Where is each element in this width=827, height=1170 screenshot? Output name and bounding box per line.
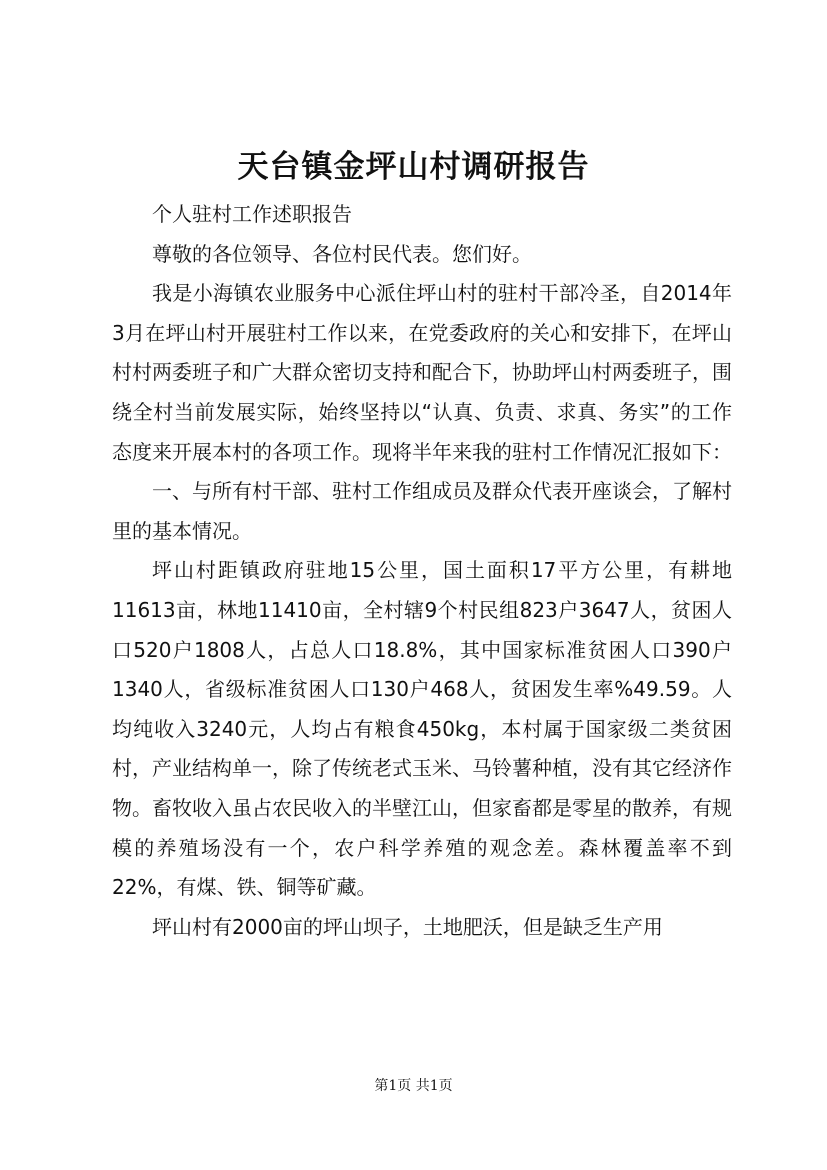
paragraph-land-description: 坪山村有2000亩的坪山坝子，土地肥沃，但是缺乏生产用	[152, 914, 663, 939]
paragraph-greeting: 尊敬的各位领导、各位村民代表。您们好。	[152, 241, 532, 266]
paragraph-introduction: 我是小海镇农业服务中心派住坪山村的驻村干部冷圣，自2014年3月在坪山村开展驻村工作以来，在党委政府的关心和安排下，在坪山村村两委班子和广大群众密切支持和配合下，协助坪山村两委班子，围绕全村当前发展实际，始终坚持以“认真、负责、求真、务实”的工作态度来开展本村的各项工作。现将半年来我的驻村工作情况汇报如下：	[112, 281, 732, 464]
paragraph-village-overview: 坪山村距镇政府驻地15公里，国土面积17平方公里，有耕地11613亩，林地11410亩，全村辖9个村民组823户3647人，贫困人口520户1808人，占总人口18.8%，其中国家标准贫困人口390户1340人，省级标准贫困人口130户468人，贫困发生率%49.59。人均纯收入3240元，人均占有粮食450kg，本村属于国家级二类贫困村，产业结构单一，除了传统老式玉米、马铃薯种植，没有其它经济作物。畜牧收入虽占农民收入的半壁江山，但家畜都是零星的散养，有规模的养殖场没有一个，农户科学养殖的观念差。森林覆盖率不到22%，有煤、铁、铜等矿藏。	[112, 558, 732, 900]
page-footer: 第1页 共1页	[374, 1078, 453, 1094]
document-body	[112, 195, 732, 947]
paragraph-section-heading: 一、与所有村干部、驻村工作组成员及群众代表开座谈会，了解村里的基本情况。	[112, 479, 732, 543]
paragraph-subtitle: 个人驻村工作述职报告	[152, 202, 352, 226]
document-title: 天台镇金坪山村调研报告	[237, 149, 590, 185]
